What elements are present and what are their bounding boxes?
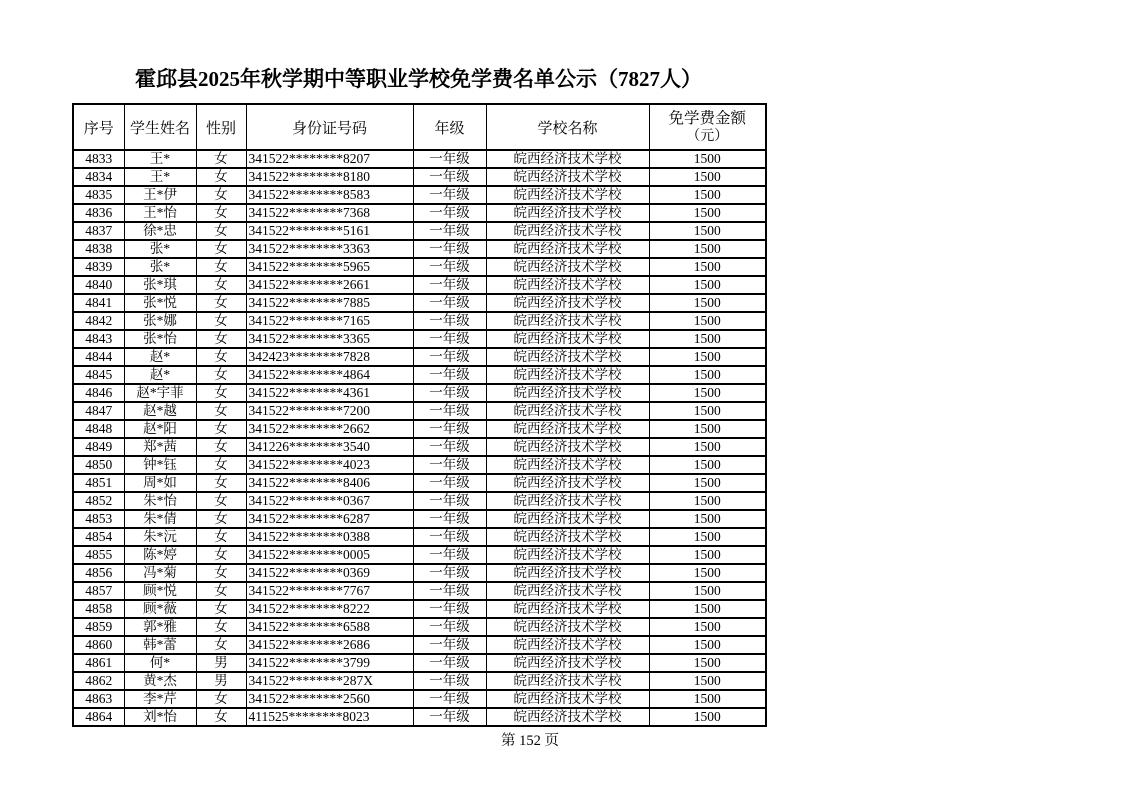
cell-gender: 女 <box>196 546 246 564</box>
cell-serial: 4839 <box>73 258 124 276</box>
cell-grade: 一年级 <box>413 672 486 690</box>
cell-id: 341522********4023 <box>246 456 413 474</box>
cell-grade: 一年级 <box>413 384 486 402</box>
cell-school: 皖西经济技术学校 <box>486 528 649 546</box>
cell-school: 皖西经济技术学校 <box>486 330 649 348</box>
cell-grade: 一年级 <box>413 456 486 474</box>
cell-serial: 4847 <box>73 402 124 420</box>
cell-school: 皖西经济技术学校 <box>486 420 649 438</box>
notice-content <box>72 64 765 727</box>
cell-serial: 4841 <box>73 294 124 312</box>
cell-school: 皖西经济技术学校 <box>486 402 649 420</box>
cell-serial: 4849 <box>73 438 124 456</box>
cell-grade: 一年级 <box>413 420 486 438</box>
cell-serial: 4855 <box>73 546 124 564</box>
cell-name: 赵*越 <box>124 402 196 420</box>
cell-grade: 一年级 <box>413 510 486 528</box>
cell-serial: 4835 <box>73 186 124 204</box>
cell-name: 朱*沅 <box>124 528 196 546</box>
cell-name: 赵*宇菲 <box>124 384 196 402</box>
table-row <box>73 258 766 276</box>
cell-id: 342423********7828 <box>246 348 413 366</box>
table-row <box>73 654 766 672</box>
table-row <box>73 276 766 294</box>
cell-id: 341522********8180 <box>246 168 413 186</box>
cell-id: 341522********5161 <box>246 222 413 240</box>
cell-school: 皖西经济技术学校 <box>486 564 649 582</box>
cell-amount: 1500 <box>649 330 766 348</box>
cell-school: 皖西经济技术学校 <box>486 150 649 168</box>
cell-amount: 1500 <box>649 366 766 384</box>
cell-school: 皖西经济技术学校 <box>486 312 649 330</box>
col-header-school: 学校名称 <box>486 104 649 150</box>
cell-grade: 一年级 <box>413 294 486 312</box>
cell-name: 张*悦 <box>124 294 196 312</box>
cell-name: 黄*杰 <box>124 672 196 690</box>
cell-gender: 女 <box>196 384 246 402</box>
cell-school: 皖西经济技术学校 <box>486 690 649 708</box>
cell-school: 皖西经济技术学校 <box>486 654 649 672</box>
cell-grade: 一年级 <box>413 438 486 456</box>
cell-gender: 女 <box>196 276 246 294</box>
table-header-row <box>73 104 766 150</box>
cell-school: 皖西经济技术学校 <box>486 636 649 654</box>
table-row <box>73 456 766 474</box>
cell-gender: 女 <box>196 582 246 600</box>
cell-name: 韩*蕾 <box>124 636 196 654</box>
cell-serial: 4833 <box>73 150 124 168</box>
cell-amount: 1500 <box>649 582 766 600</box>
cell-id: 341522********0005 <box>246 546 413 564</box>
col-header-name: 学生姓名 <box>124 104 196 150</box>
cell-serial: 4850 <box>73 456 124 474</box>
cell-gender: 女 <box>196 258 246 276</box>
cell-id: 341522********7767 <box>246 582 413 600</box>
cell-amount: 1500 <box>649 348 766 366</box>
col-header-amount <box>649 104 766 150</box>
table-body <box>73 150 766 726</box>
cell-amount: 1500 <box>649 690 766 708</box>
table-row <box>73 366 766 384</box>
cell-name: 王* <box>124 150 196 168</box>
cell-serial: 4857 <box>73 582 124 600</box>
cell-name: 张* <box>124 258 196 276</box>
table-row <box>73 618 766 636</box>
cell-serial: 4840 <box>73 276 124 294</box>
cell-gender: 女 <box>196 492 246 510</box>
cell-serial: 4852 <box>73 492 124 510</box>
cell-school: 皖西经济技术学校 <box>486 366 649 384</box>
cell-id: 341522********4361 <box>246 384 413 402</box>
table-row <box>73 528 766 546</box>
cell-id: 341522********0367 <box>246 492 413 510</box>
cell-amount: 1500 <box>649 420 766 438</box>
amount-header-line1: 免学费金额 <box>668 110 746 127</box>
cell-amount: 1500 <box>649 672 766 690</box>
cell-gender: 男 <box>196 672 246 690</box>
cell-gender: 女 <box>196 564 246 582</box>
cell-grade: 一年级 <box>413 240 486 258</box>
cell-name: 陈*婷 <box>124 546 196 564</box>
table-row <box>73 672 766 690</box>
cell-school: 皖西经济技术学校 <box>486 222 649 240</box>
cell-gender: 女 <box>196 330 246 348</box>
table-row <box>73 636 766 654</box>
cell-id: 341522********3365 <box>246 330 413 348</box>
cell-name: 顾*薇 <box>124 600 196 618</box>
table-row <box>73 510 766 528</box>
table-row <box>73 186 766 204</box>
cell-amount: 1500 <box>649 312 766 330</box>
cell-name: 徐*忠 <box>124 222 196 240</box>
cell-id: 341522********3799 <box>246 654 413 672</box>
cell-id: 341522********8406 <box>246 474 413 492</box>
cell-amount: 1500 <box>649 474 766 492</box>
cell-id: 341522********7200 <box>246 402 413 420</box>
cell-serial: 4837 <box>73 222 124 240</box>
cell-id: 341226********3540 <box>246 438 413 456</box>
cell-name: 张*琪 <box>124 276 196 294</box>
cell-grade: 一年级 <box>413 204 486 222</box>
cell-serial: 4848 <box>73 420 124 438</box>
cell-gender: 女 <box>196 312 246 330</box>
cell-grade: 一年级 <box>413 564 486 582</box>
col-header-grade: 年级 <box>413 104 486 150</box>
cell-school: 皖西经济技术学校 <box>486 240 649 258</box>
cell-grade: 一年级 <box>413 366 486 384</box>
cell-serial: 4853 <box>73 510 124 528</box>
cell-amount: 1500 <box>649 492 766 510</box>
table-row <box>73 438 766 456</box>
table-row <box>73 312 766 330</box>
cell-name: 王* <box>124 168 196 186</box>
cell-school: 皖西经济技术学校 <box>486 186 649 204</box>
cell-grade: 一年级 <box>413 528 486 546</box>
cell-name: 顾*悦 <box>124 582 196 600</box>
cell-school: 皖西经济技术学校 <box>486 510 649 528</box>
cell-id: 341522********8222 <box>246 600 413 618</box>
cell-amount: 1500 <box>649 186 766 204</box>
cell-school: 皖西经济技术学校 <box>486 456 649 474</box>
cell-name: 周*如 <box>124 474 196 492</box>
table-row <box>73 222 766 240</box>
cell-id: 341522********7368 <box>246 204 413 222</box>
cell-amount: 1500 <box>649 294 766 312</box>
cell-amount: 1500 <box>649 168 766 186</box>
page-footer: 第 152 页 <box>501 733 559 749</box>
table-row <box>73 546 766 564</box>
cell-gender: 男 <box>196 654 246 672</box>
cell-grade: 一年级 <box>413 276 486 294</box>
cell-gender: 女 <box>196 348 246 366</box>
cell-amount: 1500 <box>649 276 766 294</box>
cell-name: 朱*怡 <box>124 492 196 510</box>
cell-id: 411525********8023 <box>246 708 413 726</box>
cell-grade: 一年级 <box>413 330 486 348</box>
cell-id: 341522********2560 <box>246 690 413 708</box>
cell-amount: 1500 <box>649 258 766 276</box>
cell-serial: 4843 <box>73 330 124 348</box>
cell-serial: 4854 <box>73 528 124 546</box>
cell-serial: 4863 <box>73 690 124 708</box>
cell-serial: 4842 <box>73 312 124 330</box>
table-row <box>73 420 766 438</box>
cell-grade: 一年级 <box>413 222 486 240</box>
cell-serial: 4851 <box>73 474 124 492</box>
cell-grade: 一年级 <box>413 348 486 366</box>
cell-gender: 女 <box>196 636 246 654</box>
cell-name: 钟*钰 <box>124 456 196 474</box>
table-row <box>73 600 766 618</box>
cell-school: 皖西经济技术学校 <box>486 582 649 600</box>
cell-id: 341522********6287 <box>246 510 413 528</box>
table-row <box>73 204 766 222</box>
cell-grade: 一年级 <box>413 636 486 654</box>
cell-amount: 1500 <box>649 222 766 240</box>
cell-serial: 4846 <box>73 384 124 402</box>
cell-serial: 4861 <box>73 654 124 672</box>
cell-serial: 4856 <box>73 564 124 582</box>
cell-gender: 女 <box>196 204 246 222</box>
cell-gender: 女 <box>196 240 246 258</box>
cell-gender: 女 <box>196 420 246 438</box>
cell-school: 皖西经济技术学校 <box>486 294 649 312</box>
cell-id: 341522********2662 <box>246 420 413 438</box>
cell-school: 皖西经济技术学校 <box>486 474 649 492</box>
cell-serial: 4859 <box>73 618 124 636</box>
cell-gender: 女 <box>196 528 246 546</box>
page-title: 霍邱县2025年秋学期中等职业学校免学费名单公示（7827人） <box>135 67 702 91</box>
cell-gender: 女 <box>196 708 246 726</box>
cell-id: 341522********8583 <box>246 186 413 204</box>
cell-name: 张*娜 <box>124 312 196 330</box>
cell-gender: 女 <box>196 222 246 240</box>
cell-gender: 女 <box>196 150 246 168</box>
cell-name: 张* <box>124 240 196 258</box>
cell-school: 皖西经济技术学校 <box>486 600 649 618</box>
cell-grade: 一年级 <box>413 492 486 510</box>
cell-gender: 女 <box>196 366 246 384</box>
cell-name: 郭*雅 <box>124 618 196 636</box>
cell-id: 341522********3363 <box>246 240 413 258</box>
table-row <box>73 402 766 420</box>
cell-id: 341522********0388 <box>246 528 413 546</box>
table-row <box>73 582 766 600</box>
cell-amount: 1500 <box>649 240 766 258</box>
cell-amount: 1500 <box>649 546 766 564</box>
col-header-serial: 序号 <box>73 104 124 150</box>
cell-amount: 1500 <box>649 528 766 546</box>
table-row <box>73 168 766 186</box>
cell-school: 皖西经济技术学校 <box>486 618 649 636</box>
cell-amount: 1500 <box>649 564 766 582</box>
cell-grade: 一年级 <box>413 546 486 564</box>
cell-amount: 1500 <box>649 708 766 726</box>
cell-serial: 4858 <box>73 600 124 618</box>
cell-grade: 一年级 <box>413 708 486 726</box>
cell-school: 皖西经济技术学校 <box>486 258 649 276</box>
cell-name: 何* <box>124 654 196 672</box>
tuition-exemption-table <box>72 103 767 727</box>
cell-grade: 一年级 <box>413 312 486 330</box>
table-row <box>73 474 766 492</box>
col-header-id: 身份证号码 <box>246 104 413 150</box>
cell-serial: 4862 <box>73 672 124 690</box>
cell-school: 皖西经济技术学校 <box>486 204 649 222</box>
cell-serial: 4845 <box>73 366 124 384</box>
cell-gender: 女 <box>196 402 246 420</box>
cell-gender: 女 <box>196 510 246 528</box>
cell-id: 341522********287X <box>246 672 413 690</box>
cell-serial: 4860 <box>73 636 124 654</box>
table-row <box>73 348 766 366</box>
cell-gender: 女 <box>196 690 246 708</box>
cell-school: 皖西经济技术学校 <box>486 672 649 690</box>
cell-name: 李*芹 <box>124 690 196 708</box>
cell-serial: 4864 <box>73 708 124 726</box>
cell-grade: 一年级 <box>413 186 486 204</box>
cell-gender: 女 <box>196 618 246 636</box>
amount-header-line2: （元） <box>686 129 729 144</box>
cell-gender: 女 <box>196 186 246 204</box>
cell-school: 皖西经济技术学校 <box>486 492 649 510</box>
cell-gender: 女 <box>196 474 246 492</box>
cell-amount: 1500 <box>649 600 766 618</box>
cell-id: 341522********7165 <box>246 312 413 330</box>
cell-amount: 1500 <box>649 654 766 672</box>
cell-serial: 4836 <box>73 204 124 222</box>
cell-id: 341522********5965 <box>246 258 413 276</box>
cell-name: 赵* <box>124 366 196 384</box>
cell-id: 341522********2686 <box>246 636 413 654</box>
cell-amount: 1500 <box>649 438 766 456</box>
cell-gender: 女 <box>196 438 246 456</box>
cell-serial: 4844 <box>73 348 124 366</box>
cell-grade: 一年级 <box>413 618 486 636</box>
cell-amount: 1500 <box>649 384 766 402</box>
table-row <box>73 240 766 258</box>
cell-grade: 一年级 <box>413 150 486 168</box>
table-row <box>73 492 766 510</box>
cell-name: 刘*怡 <box>124 708 196 726</box>
cell-gender: 女 <box>196 600 246 618</box>
cell-id: 341522********7885 <box>246 294 413 312</box>
cell-id: 341522********2661 <box>246 276 413 294</box>
cell-name: 赵* <box>124 348 196 366</box>
cell-school: 皖西经济技术学校 <box>486 438 649 456</box>
cell-id: 341522********4864 <box>246 366 413 384</box>
cell-name: 王*怡 <box>124 204 196 222</box>
cell-school: 皖西经济技术学校 <box>486 168 649 186</box>
cell-gender: 女 <box>196 168 246 186</box>
cell-school: 皖西经济技术学校 <box>486 276 649 294</box>
cell-grade: 一年级 <box>413 582 486 600</box>
table-row <box>73 708 766 726</box>
cell-grade: 一年级 <box>413 474 486 492</box>
cell-gender: 女 <box>196 456 246 474</box>
cell-gender: 女 <box>196 294 246 312</box>
cell-grade: 一年级 <box>413 690 486 708</box>
table-row <box>73 330 766 348</box>
cell-amount: 1500 <box>649 456 766 474</box>
cell-amount: 1500 <box>649 618 766 636</box>
cell-name: 冯*菊 <box>124 564 196 582</box>
cell-amount: 1500 <box>649 204 766 222</box>
cell-grade: 一年级 <box>413 600 486 618</box>
cell-name: 王*伊 <box>124 186 196 204</box>
cell-amount: 1500 <box>649 150 766 168</box>
table-row <box>73 294 766 312</box>
cell-school: 皖西经济技术学校 <box>486 348 649 366</box>
table-row <box>73 690 766 708</box>
cell-school: 皖西经济技术学校 <box>486 384 649 402</box>
cell-grade: 一年级 <box>413 402 486 420</box>
cell-name: 赵*阳 <box>124 420 196 438</box>
cell-grade: 一年级 <box>413 258 486 276</box>
cell-amount: 1500 <box>649 402 766 420</box>
cell-amount: 1500 <box>649 636 766 654</box>
cell-id: 341522********0369 <box>246 564 413 582</box>
cell-serial: 4834 <box>73 168 124 186</box>
cell-amount: 1500 <box>649 510 766 528</box>
table-row <box>73 384 766 402</box>
table-row <box>73 564 766 582</box>
cell-serial: 4838 <box>73 240 124 258</box>
cell-name: 朱*倩 <box>124 510 196 528</box>
cell-name: 张*怡 <box>124 330 196 348</box>
table-row <box>73 150 766 168</box>
cell-school: 皖西经济技术学校 <box>486 546 649 564</box>
cell-grade: 一年级 <box>413 168 486 186</box>
cell-school: 皖西经济技术学校 <box>486 708 649 726</box>
cell-grade: 一年级 <box>413 654 486 672</box>
cell-name: 郑*茜 <box>124 438 196 456</box>
cell-id: 341522********6588 <box>246 618 413 636</box>
cell-id: 341522********8207 <box>246 150 413 168</box>
col-header-gender: 性别 <box>196 104 246 150</box>
